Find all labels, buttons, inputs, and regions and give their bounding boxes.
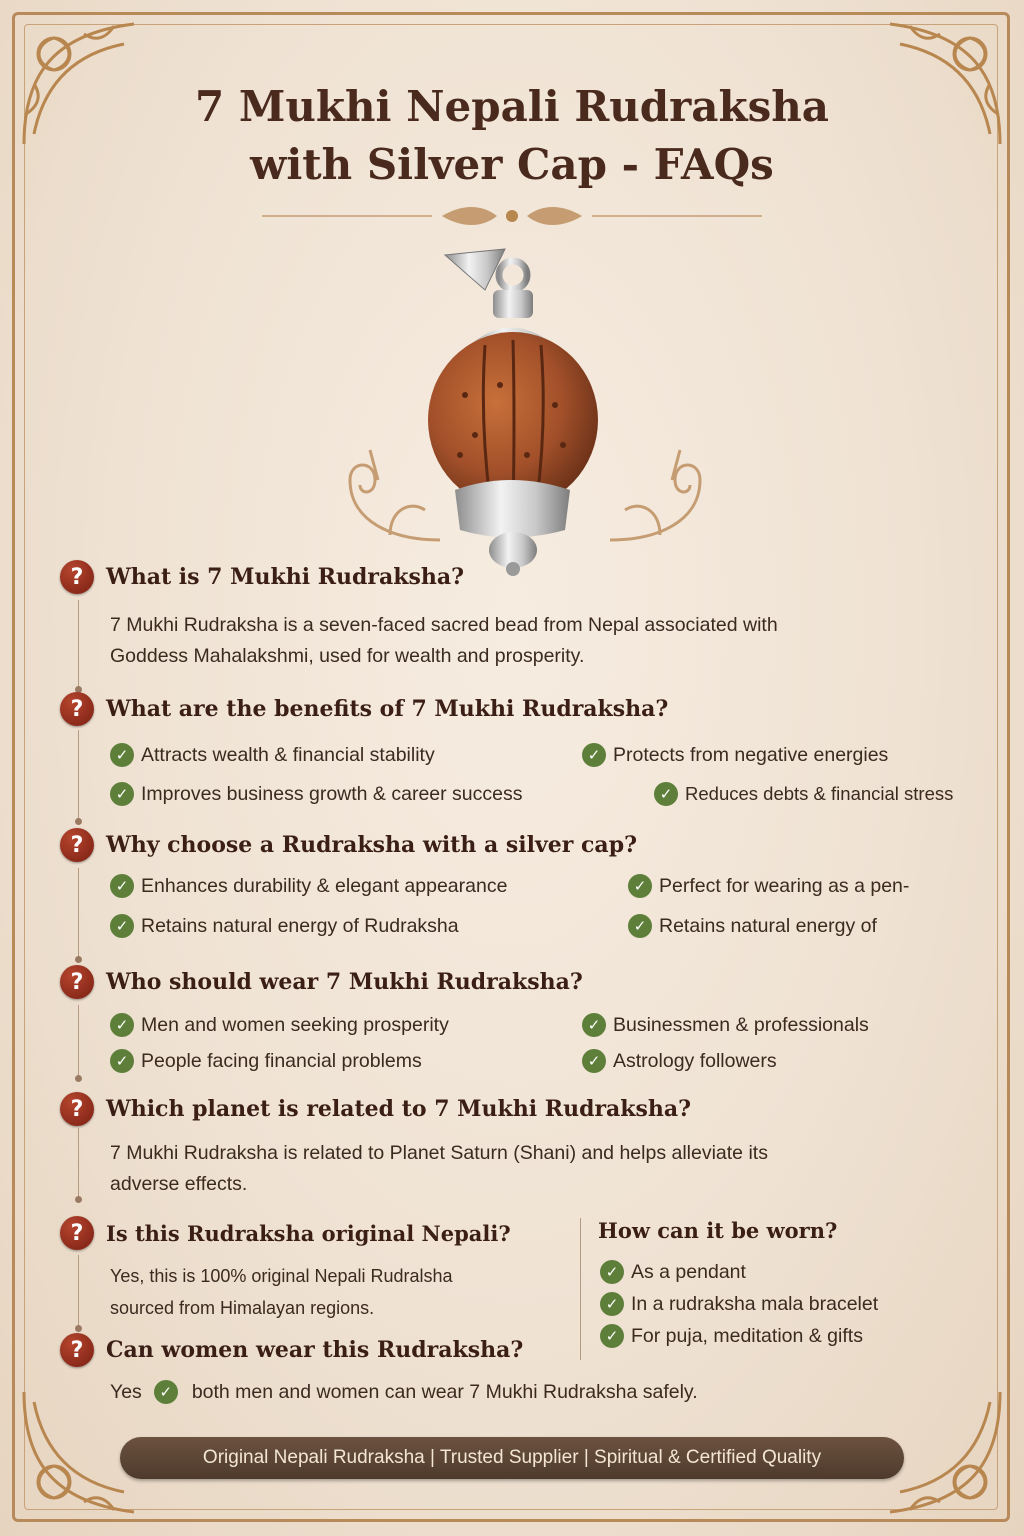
check-icon: ✓ (582, 1049, 606, 1073)
faq-question-text: How can it be worn? (598, 1218, 838, 1243)
faq-question-text: Who should wear 7 Mukhi Rudraksha? (106, 969, 583, 995)
footer-banner (120, 1437, 904, 1479)
benefit-item: ✓ Improves business growth & career success (110, 782, 523, 806)
page-title (0, 78, 1024, 194)
title-line-2: with Silver Cap - FAQs (250, 140, 774, 189)
wearer-item: ✓ Men and women seeking prosperity (110, 1013, 449, 1037)
question-icon: ? (60, 1216, 94, 1250)
question-icon: ? (60, 1092, 94, 1126)
check-icon: ✓ (110, 914, 134, 938)
faq-question-text: Why choose a Rudraksha with a silver cap? (106, 832, 637, 858)
timeline-line (78, 730, 79, 820)
question-icon: ? (60, 965, 94, 999)
answer-line: 7 Mukhi Rudraksha is a seven-faced sacred bead from Nepal associated with (110, 614, 778, 636)
faq-question-text: What are the benefits of 7 Mukhi Rudraksha? (106, 696, 669, 722)
timeline-dot (75, 818, 82, 825)
question-icon: ? (60, 692, 94, 726)
title-divider-ornament (262, 204, 762, 228)
check-icon: ✓ (110, 874, 134, 898)
question-icon: ? (60, 560, 94, 594)
footer-text: Original Nepali Rudraksha | Trusted Supplier | Spiritual & Certified Quality (202, 1447, 822, 1468)
faq-question-text: Is this Rudraksha original Nepali? (106, 1220, 511, 1246)
faq-question-5[interactable] (60, 1092, 691, 1126)
check-icon: ✓ (110, 1049, 134, 1073)
check-icon: ✓ (110, 782, 134, 806)
timeline-dot (75, 1325, 82, 1332)
check-icon: ✓ (110, 743, 134, 767)
faq-question-6[interactable] (60, 1216, 511, 1250)
check-icon: ✓ (600, 1292, 624, 1316)
question-icon: ? (60, 1333, 94, 1367)
check-icon: ✓ (110, 1013, 134, 1037)
check-icon: ✓ (628, 874, 652, 898)
benefit-item: ✓ Protects from negative energies (582, 743, 888, 767)
faq-question-4[interactable] (60, 965, 583, 999)
faq-question-text: What is 7 Mukhi Rudraksha? (106, 564, 465, 590)
wear-method-item: ✓ As a pendant (600, 1260, 746, 1284)
check-icon: ✓ (600, 1260, 624, 1284)
faq-answer-1 (110, 610, 778, 672)
check-icon: ✓ (582, 743, 606, 767)
silver-cap-reason-item: ✓ Enhances durability & elegant appearance (110, 874, 507, 898)
faq-question-text: Which planet is related to 7 Mukhi Rudraksha? (106, 1096, 692, 1122)
silver-cap-reason-item: ✓ Retains natural energy of Rudraksha (110, 914, 459, 938)
timeline-line (78, 1128, 79, 1198)
silver-cap-reason-item: ✓ Perfect for wearing as a pen- (628, 874, 909, 898)
faq-question-1[interactable] (60, 560, 464, 594)
flourish-right-ornament (600, 440, 720, 550)
timeline-dot (75, 1196, 82, 1203)
faq-question-3[interactable] (60, 828, 637, 862)
answer-line: Goddess Mahalakshmi, used for wealth and prosperity. (110, 645, 585, 667)
faq-question-text: Can women wear this Rudraksha? (106, 1337, 524, 1363)
benefit-item: ✓ Attracts wealth & financial stability (110, 743, 435, 767)
faq-answer-6 (110, 1260, 453, 1324)
answer-yes-text: Yes (110, 1380, 142, 1403)
timeline-line (78, 600, 79, 688)
title-line-1: 7 Mukhi Nepali Rudraksha (195, 82, 829, 131)
flourish-left-ornament (330, 440, 450, 550)
check-icon: ✓ (154, 1380, 178, 1404)
check-icon: ✓ (600, 1324, 624, 1348)
answer-line: 7 Mukhi Rudraksha is related to Planet Saturn (Shani) and helps alleviate its (110, 1142, 768, 1164)
faq-answer-5 (110, 1138, 768, 1200)
timeline-line (78, 1005, 79, 1077)
wearer-item: ✓ Astrology followers (582, 1049, 777, 1073)
timeline-line (78, 1255, 79, 1327)
wear-method-item: ✓ For puja, meditation & gifts (600, 1324, 863, 1348)
check-icon: ✓ (628, 914, 652, 938)
faq-question-2[interactable] (60, 692, 668, 726)
silver-cap-reason-item: ✓ Retains natural energy of (628, 914, 877, 938)
benefit-item: ✓ Reduces debts & financial stress (654, 782, 953, 806)
check-icon: ✓ (654, 782, 678, 806)
faq-question-7[interactable] (598, 1218, 837, 1243)
wearer-item: ✓ People facing financial problems (110, 1049, 422, 1073)
timeline-dot (75, 1075, 82, 1082)
question-icon: ? (60, 828, 94, 862)
wearer-item: ✓ Businessmen & professionals (582, 1013, 869, 1037)
faq-answer-8 (110, 1380, 698, 1404)
timeline-line (78, 868, 79, 958)
answer-line: sourced from Himalayan regions. (110, 1298, 375, 1318)
faq-question-8[interactable] (60, 1333, 523, 1367)
timeline-dot (75, 956, 82, 963)
column-divider (580, 1218, 581, 1360)
check-icon: ✓ (582, 1013, 606, 1037)
answer-text: both men and women can wear 7 Mukhi Rudraksha safely. (191, 1380, 698, 1403)
wear-method-item: ✓ In a rudraksha mala bracelet (600, 1292, 878, 1316)
answer-line: adverse effects. (110, 1173, 248, 1195)
answer-line: Yes, this is 100% original Nepali Rudralsha (110, 1266, 453, 1286)
